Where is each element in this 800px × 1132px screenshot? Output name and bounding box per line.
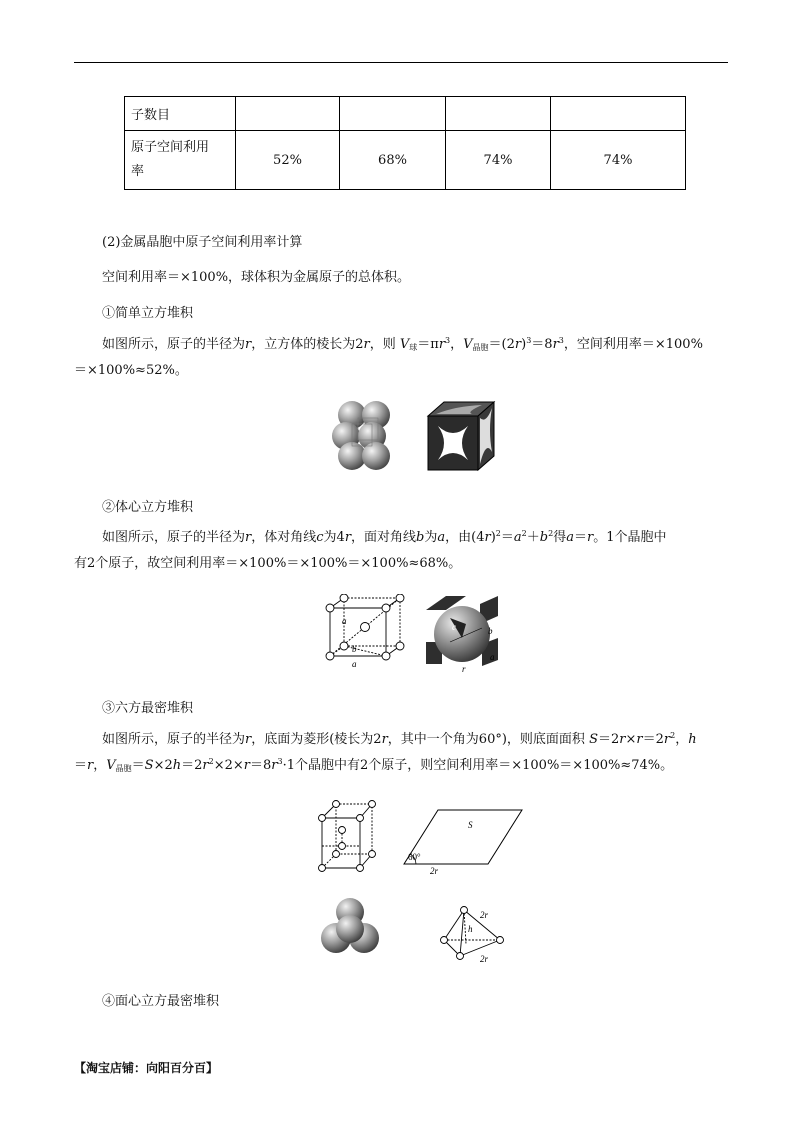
paragraph: ＝r，$V_{晶胞}=S\times 2h=2r^2\times 2\times r=8r^3\cdot 1$个晶胞中有2个原子，则空间利用率＝×100%＝×100%≈74%。 (74, 757, 674, 773)
bcc-lattice-figure (322, 594, 406, 670)
paragraph: 如图所示，原子的半径为r，立方体的棱长为2r，则 $V_球=\pi r^3$，$V_{晶胞}=(2r)^3=8r^3$，空间利用率＝×100% (102, 336, 703, 352)
figure-label: 2r (480, 954, 489, 964)
table-row (125, 131, 686, 190)
table-cell: 原子空间利用 率 (125, 131, 236, 190)
table-cell: 68% (340, 131, 446, 190)
figure-label: h (468, 924, 473, 934)
table-cell: 74% (446, 131, 551, 190)
figure-label: 60° (408, 852, 421, 862)
table-cell (340, 97, 446, 131)
footer-text: 【淘宝店铺：向阳百分百】 (74, 1061, 219, 1075)
section-heading: (2)金属晶胞中原子空间利用率计算 (102, 235, 303, 250)
figure-label: c (452, 622, 456, 632)
figure-label: 2r (480, 910, 489, 920)
table-cell: 52% (236, 131, 340, 190)
header-rule (74, 62, 728, 63)
subsection-heading: ①简单立方堆积 (102, 306, 194, 321)
paragraph: 如图所示，原子的半径为r，底面为菱形(棱长为2r，其中一个角为60°)，则底面面积 $S=2r\times r=2r^2$，h (102, 731, 697, 747)
figure-label: b (352, 644, 357, 654)
table-cell: 子数目 (125, 97, 236, 131)
subsection-heading: ②体心立方堆积 (102, 500, 194, 515)
paragraph: 有2个原子，故空间利用率＝×100%＝×100%＝×100%≈68%。 (74, 556, 462, 571)
simple-cubic-cell-figure (426, 400, 496, 472)
figure-label: a (490, 652, 495, 662)
hcp-spheres-figure (318, 896, 382, 958)
table-cell (551, 97, 686, 131)
hcp-prism-figure (316, 798, 378, 874)
rhombus-base-figure (396, 806, 526, 876)
paragraph: ＝×100%≈52%。 (74, 363, 188, 378)
paragraph: 如图所示，原子的半径为r，体对角线c为4r，面对角线b为a，由$(4r)^2=a^2+b^2$得a＝r。1个晶胞中 (102, 529, 667, 545)
formula-line: 空间利用率＝×100%，球体积为金属原子的总体积。 (102, 270, 411, 285)
figure-label: a (352, 659, 357, 669)
subsection-heading: ④面心立方最密堆积 (102, 994, 220, 1009)
figure-label: b (488, 626, 493, 636)
table-cell (446, 97, 551, 131)
table-row (125, 97, 686, 131)
subsection-heading: ③六方最密堆积 (102, 701, 194, 716)
figure-label: r (462, 664, 466, 674)
bcc-cell-figure (422, 594, 504, 674)
utilization-table (124, 96, 686, 190)
table-cell (236, 97, 340, 131)
figure-label: 2r (430, 866, 439, 876)
figure-label: a (342, 616, 347, 626)
simple-cubic-spheres-figure (330, 400, 394, 474)
figure-label: S (468, 820, 473, 830)
tetrahedron-figure (436, 900, 508, 968)
table-cell: 74% (551, 131, 686, 190)
